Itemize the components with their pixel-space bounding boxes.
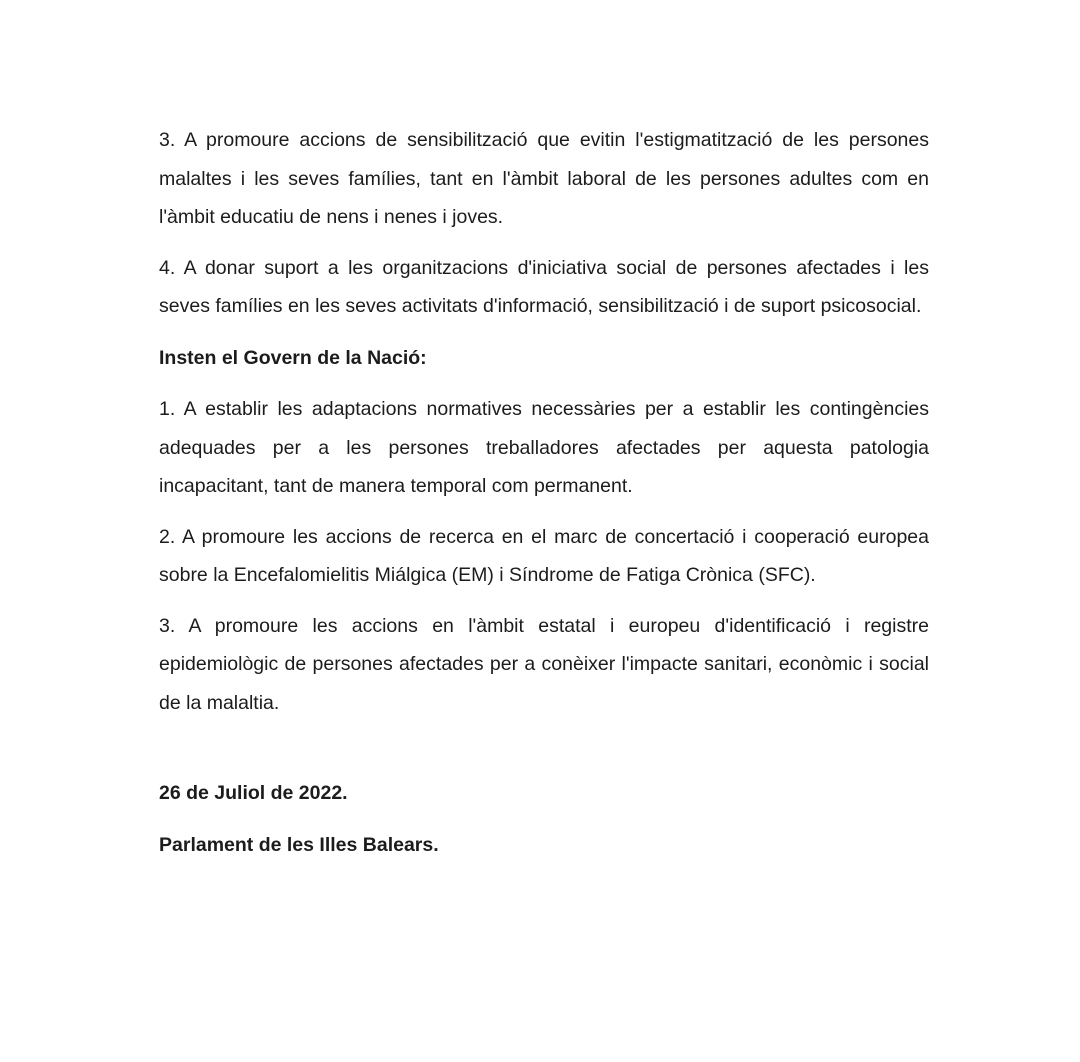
paragraph-govern-3: 3. A promoure les accions en l'àmbit estatal i europeu d'identificació i registre epidemiològic de persones afectades per a conèixer l'impacte sanitari, econòmic i social de la malaltia.	[159, 614, 929, 714]
paragraph-item-4: 4. A donar suport a les organitzacions d'iniciativa social de persones afectades i les seves famílies en les seves activitats d'informació, sensibilització i de suport psicosocial.	[159, 256, 929, 317]
paragraph-govern-2: 2. A promoure les accions de recerca en el marc de concertació i cooperació europea sobre la Encefalomielitis Miálgica (EM) i Síndrome de Fatiga Crònica (SFC).	[159, 525, 929, 586]
paragraph-item-3: 3. A promoure accions de sensibilització que evitin l'estigmatització de les persones malaltes i les seves famílies, tant en l'àmbit laboral de les persones adultes com en l'àmbit educatiu de nens i nenes i joves.	[159, 129, 929, 228]
section-heading: Insten el Govern de la Nació:	[159, 346, 427, 369]
document-date: 26 de Juliol de 2022.	[159, 782, 348, 804]
paragraph-govern-1: 1. A establir les adaptacions normatives necessàries per a establir les contingències adequades per a les persones treballadores afectades per aquesta patologia incapacitant, tant de manera temporal com permanent.	[159, 398, 929, 497]
document-page	[159, 121, 929, 864]
document-signature: Parlament de les Illes Balears.	[159, 833, 439, 856]
